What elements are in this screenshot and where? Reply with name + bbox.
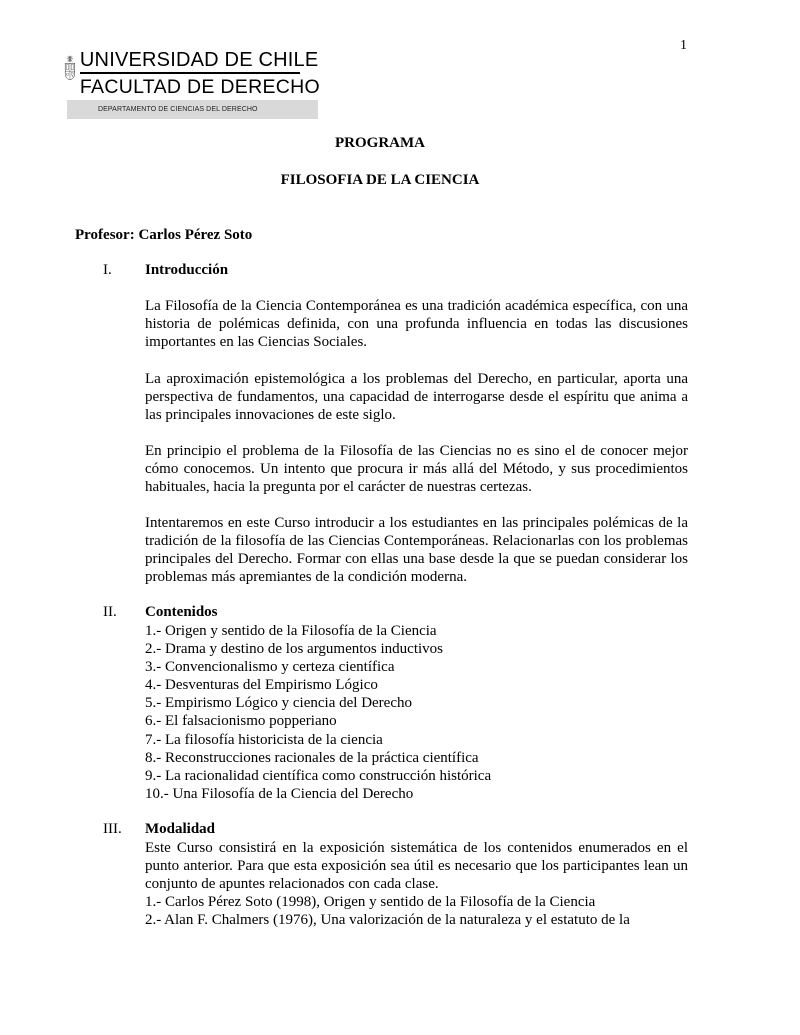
- section-title-intro: Introducción: [145, 262, 229, 278]
- contents-list: [145, 622, 491, 803]
- list-item: 3.- Convencionalismo y certeza científica: [145, 659, 395, 676]
- page-number: 1: [680, 38, 687, 53]
- professor-line: Profesor: Carlos Pérez Soto: [75, 227, 253, 243]
- document-title: PROGRAMA: [335, 135, 425, 151]
- intro-paragraph: La aproximación epistemológica a los problemas del Derecho, en particular, aporta una perspectiva de fundamentos, una capacidad de interrogarse desde el espíritu que anima a las principales innovaciones de este siglo.: [145, 371, 688, 423]
- intro-paragraph: En principio el problema de la Filosofía de las Ciencias no es sino el de conocer mejor cómo conocemos. Un intento que procura ir más allá del Método, y sus procedimientos habituales, hacia la pregunta por el carácter de nuestras certezas.: [145, 443, 688, 495]
- university-name: UNIVERSIDAD DE CHILE: [79, 49, 319, 71]
- list-item: 7.- La filosofía historicista de la ciencia: [145, 731, 383, 748]
- intro-paragraph: Intentaremos en este Curso introducir a los estudiantes en las principales polémicas de la tradición de la filosofía de las Ciencias Contemporáneas. Relacionarlas con los problemas principales del Derecho. Formar con ellas una base desde la que se puedan considerar los problemas más apremiantes de la condición moderna.: [145, 515, 688, 585]
- department-banner: DEPARTAMENTO DE CIENCIAS DEL DERECHO: [67, 100, 318, 119]
- list-item: 8.- Reconstrucciones racionales de la práctica científica: [145, 749, 479, 766]
- list-item: 10.- Una Filosofía de la Ciencia del Derecho: [145, 785, 414, 802]
- faculty-name: FACULTAD DE DERECHO: [79, 75, 320, 98]
- modality-readings-list: [145, 893, 630, 929]
- list-item: 5.- Empirismo Lógico y ciencia del Derecho: [145, 695, 412, 712]
- header-divider: [80, 72, 300, 74]
- list-item: 6.- El falsacionismo popperiano: [145, 713, 337, 730]
- section-title-modality: Modalidad: [145, 821, 216, 837]
- course-title: FILOSOFIA DE LA CIENCIA: [280, 172, 480, 188]
- list-item: 2.- Alan F. Chalmers (1976), Una valorización de la naturaleza y el estatuto de la: [145, 912, 630, 929]
- list-item: 9.- La racionalidad científica como construcción histórica: [145, 767, 492, 784]
- intro-paragraph: La Filosofía de la Ciencia Contemporánea es una tradición académica específica, con una historia de polémicas definida, con una profunda influencia en todas las discusiones importantes en las Ciencias Sociales.: [145, 298, 688, 350]
- list-item: 1.- Carlos Pérez Soto (1998), Origen y sentido de la Filosofía de la Ciencia: [145, 894, 596, 910]
- university-crest-icon: [64, 36, 76, 100]
- list-item: 1.- Origen y sentido de la Filosofía de la Ciencia: [145, 623, 437, 639]
- section-number-modality: III.: [103, 821, 122, 837]
- list-item: 4.- Desventuras del Empirismo Lógico: [145, 677, 378, 694]
- list-item: 2.- Drama y destino de los argumentos inductivos: [145, 641, 444, 658]
- section-number-intro: I.: [103, 262, 112, 278]
- section-number-contents: II.: [103, 604, 117, 620]
- section-title-contents: Contenidos: [145, 604, 218, 620]
- letterhead: [64, 34, 320, 100]
- modality-paragraph: Este Curso consistirá en la exposición sistemática de los contenidos enumerados en el punto anterior. Para que esta exposición sea útil es necesario que los participantes lean un conjunto de apuntes relacionados con cada clase.: [145, 840, 688, 892]
